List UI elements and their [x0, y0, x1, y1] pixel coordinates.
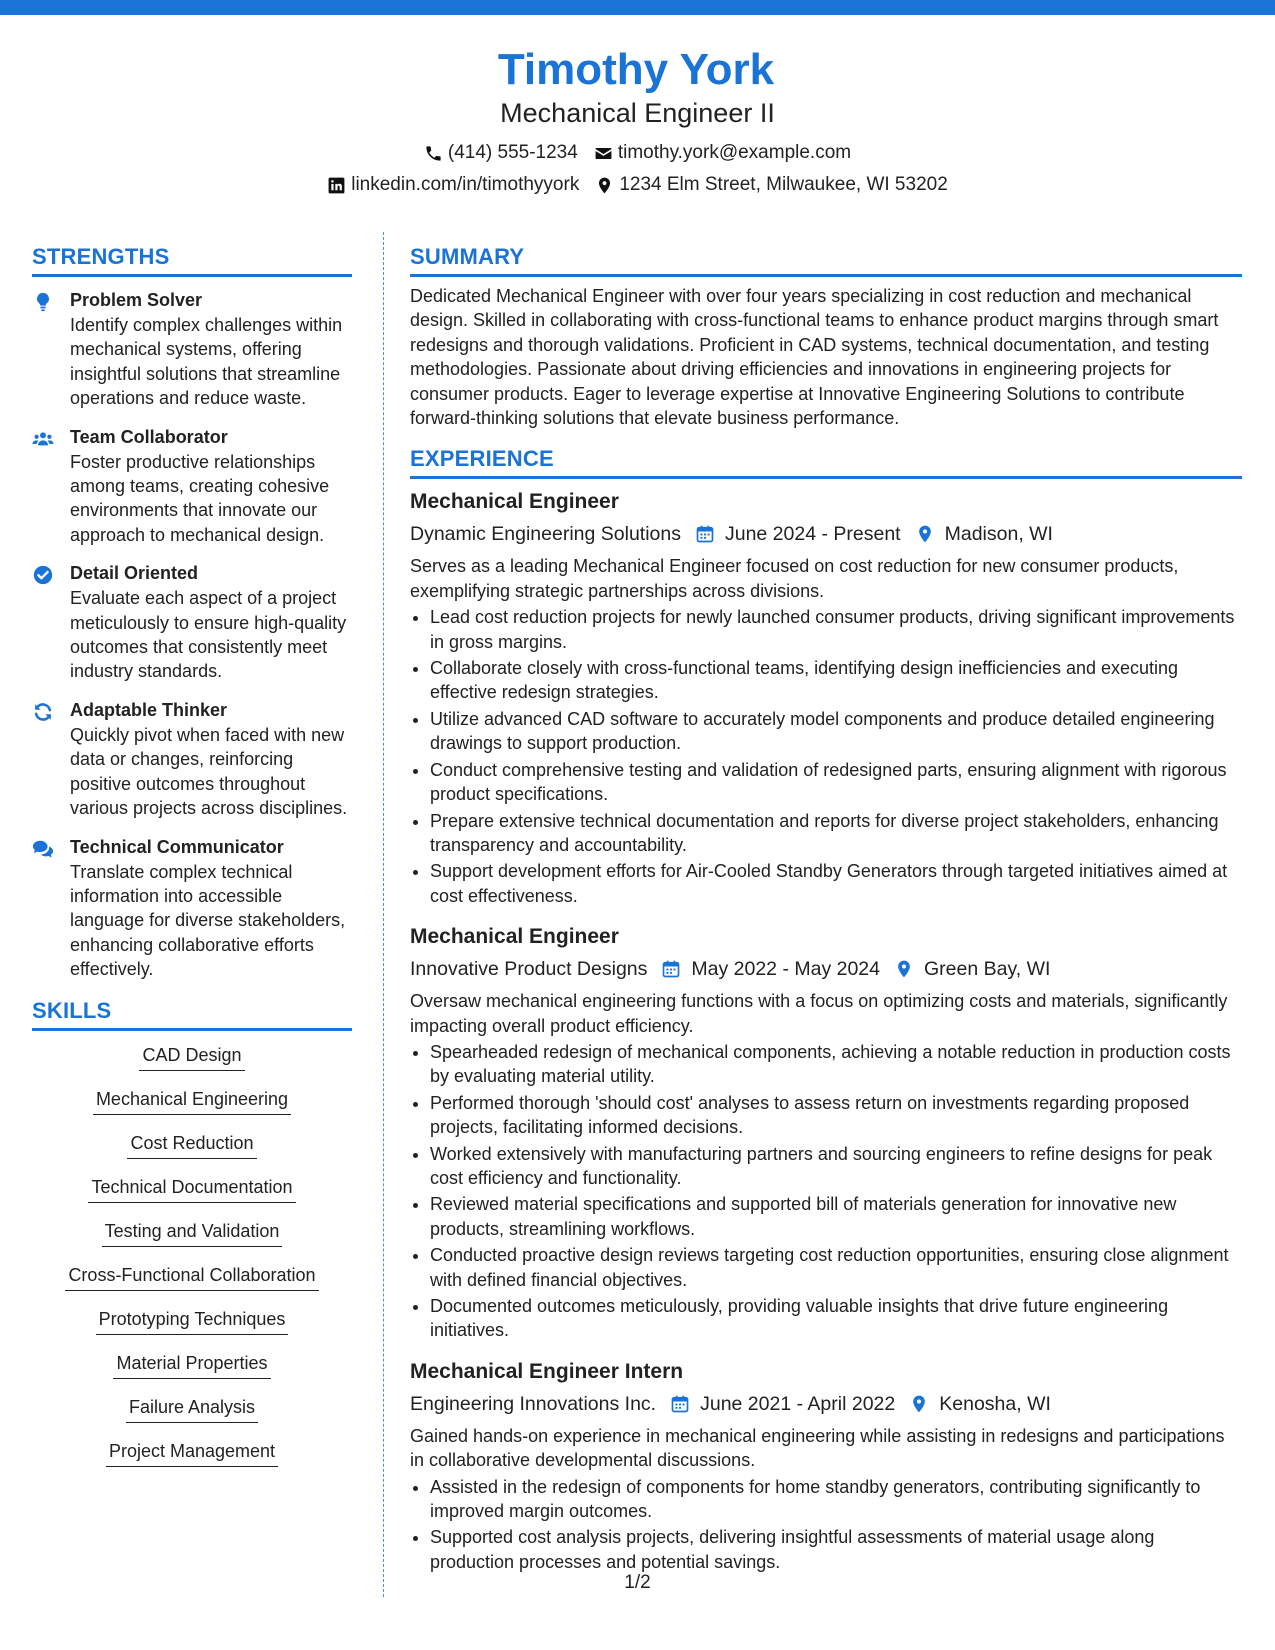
linkedin-text[interactable]: linkedin.com/in/timothyyork [351, 174, 580, 195]
job-entry [410, 922, 1242, 1343]
job-company: Dynamic Engineering Solutions [410, 523, 681, 546]
job-bullet: • Documented outcomes meticulously, providing valuable insights that drive future engineering initiatives. [430, 1294, 1242, 1343]
experience-heading: EXPERIENCE [410, 444, 1242, 479]
contact-phone [424, 137, 578, 169]
job-entry [410, 487, 1242, 908]
contact-email [594, 137, 851, 169]
job-bullet: • Reviewed material specifications and supported bill of materials generation for innovative new products, streamlining workflows. [430, 1192, 1242, 1241]
job-bullet: • Utilize advanced CAD software to accurately model components and produce detailed engineering drawings to support production. [430, 707, 1242, 756]
strength-title: Detail Oriented [70, 563, 199, 584]
check-circle-icon [32, 564, 54, 586]
right-column [410, 242, 1242, 1576]
contact-linkedin [327, 169, 579, 201]
job-bullets [410, 1475, 1242, 1575]
map-marker-icon [915, 524, 935, 544]
contact-row-1 [0, 137, 1275, 169]
calendar-icon [695, 524, 715, 544]
address-text: 1234 Elm Street, Milwaukee, WI 53202 [619, 174, 948, 195]
strength-item [32, 560, 352, 684]
summary-heading: SUMMARY [410, 242, 1242, 277]
job-bullet: • Performed thorough 'should cost' analyses to assess return on investments regarding proposed projects, facilitating informed decisions. [430, 1091, 1242, 1140]
users-icon [32, 428, 54, 450]
job-location: Kenosha, WI [939, 1392, 1051, 1415]
column-divider [383, 232, 384, 1597]
strength-title: Technical Communicator [70, 836, 284, 857]
skill-item: CAD Design [139, 1043, 244, 1071]
linkedin-icon [327, 176, 346, 195]
strength-desc: Identify complex challenges within mechanical systems, offering insightful solutions that streamline operations and reduce waste. [70, 315, 343, 409]
job-description: Serves as a leading Mechanical Engineer focused on cost reduction for new consumer products, exemplifying strategic partnerships across divisions. [410, 556, 1179, 601]
job-location: Green Bay, WI [924, 958, 1051, 981]
skill-item: Failure Analysis [126, 1395, 258, 1423]
strength-desc: Quickly pivot when faced with new data or changes, reinforcing positive outcomes throughout various projects across disciplines. [70, 724, 348, 819]
skill-item: Cost Reduction [127, 1131, 256, 1159]
phone-text[interactable]: (414) 555-1234 [447, 142, 578, 163]
comments-icon [32, 838, 54, 860]
strength-item [32, 287, 352, 411]
skill-item: Mechanical Engineering [93, 1087, 291, 1115]
job-description: Oversaw mechanical engineering functions with a focus on optimizing costs and materials, significantly impacting overall product efficiency. [410, 991, 1228, 1036]
candidate-name: Timothy York [497, 45, 775, 94]
sync-icon [32, 701, 54, 723]
job-bullet: • Support development efforts for Air-Cooled Standby Generators through targeted initiatives aimed at cost effectiveness. [430, 859, 1242, 908]
contact-address [595, 169, 947, 201]
job-bullet: • Prepare extensive technical documentation and reports for diverse project stakeholders, enhancing transparency and accountability. [430, 809, 1242, 858]
strengths-heading: STRENGTHS [32, 242, 352, 277]
skill-item: Testing and Validation [102, 1219, 283, 1247]
job-title: Mechanical Engineer [410, 925, 619, 949]
job-dates: June 2021 - April 2022 [700, 1392, 896, 1415]
strength-desc: Foster productive relationships among teams, creating cohesive environments that innovate our approach to mechanical design. [70, 451, 330, 545]
job-dates: May 2022 - May 2024 [691, 958, 880, 981]
calendar-icon [661, 959, 681, 979]
page-number: 1/2 [624, 1572, 651, 1593]
strengths-list [32, 287, 352, 982]
skills-list [32, 1043, 352, 1467]
skill-item: Project Management [106, 1439, 278, 1467]
job-title: Mechanical Engineer Intern [410, 1359, 684, 1383]
job-bullet: • Supported cost analysis projects, delivering insightful assessments of material usage along production processes and potential savings. [430, 1525, 1242, 1574]
job-description: Gained hands-on experience in mechanical engineering while assisting in redesigns and participations in collaborative developmental discussions. [410, 1425, 1225, 1471]
strength-desc: Evaluate each aspect of a project meticulously to ensure high-quality outcomes that consistently meet industry standards. [70, 588, 347, 682]
strength-title: Problem Solver [70, 290, 203, 310]
job-title: Mechanical Engineer [410, 490, 619, 514]
left-column [32, 242, 352, 1483]
resume-header [0, 40, 1275, 201]
job-company: Innovative Product Designs [410, 958, 648, 981]
map-marker-icon [595, 176, 614, 195]
job-bullets [410, 1040, 1242, 1343]
skill-item: Technical Documentation [88, 1175, 295, 1203]
job-company: Engineering Innovations Inc. [410, 1392, 657, 1415]
candidate-title: Mechanical Engineer II [500, 98, 775, 128]
strength-title: Team Collaborator [70, 426, 228, 447]
strength-title: Adaptable Thinker [70, 699, 228, 720]
lightbulb-icon [32, 291, 54, 313]
job-meta [410, 1389, 1242, 1419]
envelope-icon [594, 144, 613, 163]
email-text[interactable]: timothy.york@example.com [617, 142, 852, 163]
job-bullet: • Worked extensively with manufacturing partners and sourcing engineers to refine designs for peak cost efficiency and functionality. [430, 1142, 1242, 1191]
job-location: Madison, WI [944, 523, 1053, 546]
job-bullet: • Assisted in the redesign of components for home standby generators, contributing significantly to improved margin outcomes. [430, 1475, 1242, 1524]
phone-icon [424, 144, 443, 163]
skill-item: Material Properties [113, 1351, 270, 1379]
job-bullet: • Lead cost reduction projects for newly launched consumer products, driving significant improvements in gross margins. [430, 605, 1242, 654]
job-dates: June 2024 - Present [724, 523, 901, 546]
calendar-icon [670, 1394, 690, 1414]
job-bullet: • Conduct comprehensive testing and validation of redesigned parts, ensuring alignment with rigorous product specifications. [430, 758, 1242, 807]
job-meta [410, 519, 1242, 549]
summary-text: Dedicated Mechanical Engineer with over four years specializing in cost reduction and mechanical design. Skilled in collaborating with cross-functional teams to enhance product margins through smart redesigns and thorough validations. Proficient in CAD systems, technical documentation, and testing methodologies. Passionate about driving efficiencies and innovations in engineering projects for consumer products. Eager to leverage expertise at Innovative Engineering Solutions to contribute forward-thinking solutions that elevate business performance. [410, 286, 1219, 429]
job-bullet: • Spearheaded redesign of mechanical components, achieving a notable reduction in production costs by evaluating material utility. [430, 1040, 1242, 1089]
map-marker-icon [894, 959, 914, 979]
strength-item [32, 834, 352, 982]
strength-item [32, 697, 352, 821]
map-marker-icon [909, 1394, 929, 1414]
strength-item [32, 424, 352, 548]
job-bullet: • Conducted proactive design reviews targeting cost reduction opportunities, ensuring close alignment with defined financial objectives. [430, 1243, 1242, 1292]
skills-heading: SKILLS [32, 996, 352, 1031]
top-accent-bar [0, 0, 1275, 15]
job-meta [410, 954, 1242, 984]
strength-desc: Translate complex technical information into accessible language for diverse stakeholders, enhancing collaborative efforts effectively. [70, 861, 346, 980]
contact-row-2 [0, 169, 1275, 201]
job-bullet: • Collaborate closely with cross-functional teams, identifying design inefficiencies and executing effective redesign strategies. [430, 656, 1242, 705]
job-entry [410, 1357, 1242, 1574]
skill-item: Cross-Functional Collaboration [65, 1263, 318, 1291]
skill-item: Prototyping Techniques [96, 1307, 289, 1335]
job-bullets [410, 605, 1242, 908]
